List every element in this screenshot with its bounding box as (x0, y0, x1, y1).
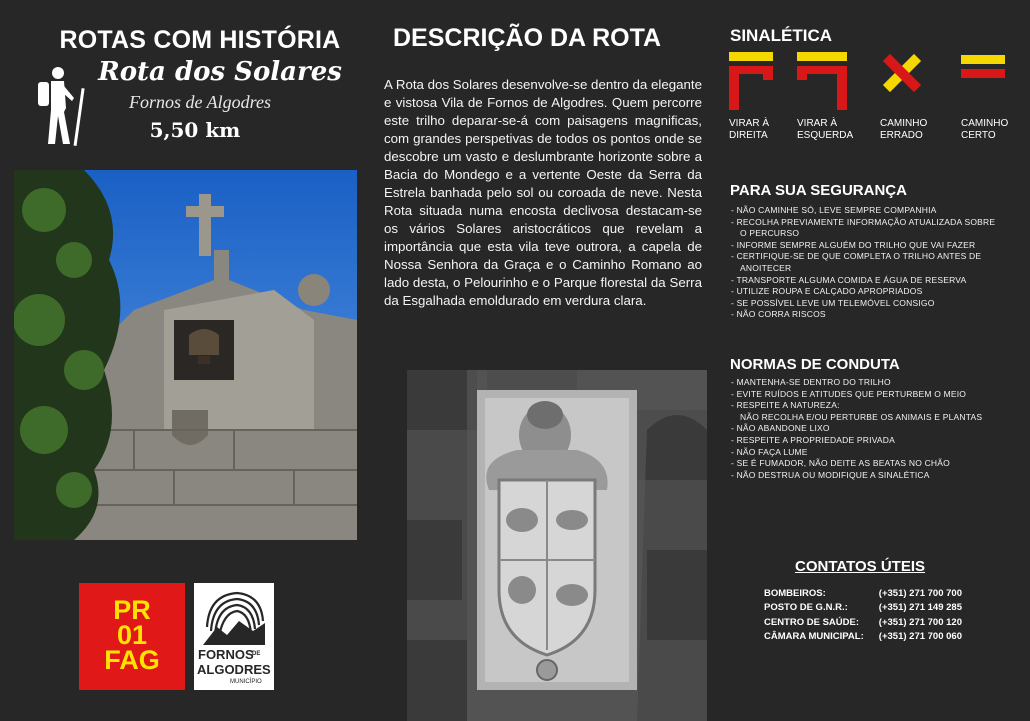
contact-row (764, 601, 962, 615)
list-item: - SE POSSÍVEL LEVE UM TELEMÓVEL CONSIGO (731, 297, 935, 308)
list-item: - NÃO ABANDONE LIXO (731, 423, 830, 434)
contacts-title: CONTATOS ÚTEIS (795, 558, 926, 575)
list-item: - RECOLHA PREVIAMENTE INFORMAÇÃO ATUALIZADA SOBRE (731, 216, 996, 227)
route-name: Rota dos Solares (98, 57, 342, 87)
contact-label: CÂMARA MUNICIPAL: (764, 630, 864, 642)
list-item: - RESPEITE A NATUREZA: (731, 400, 840, 411)
signage-label: CAMINHO CERTO (961, 118, 1009, 141)
list-item: NÃO RECOLHA E/OU PERTURBE OS ANIMAIS E PLANTAS (740, 411, 983, 422)
badge-line-number: 01 (116, 620, 148, 650)
list-item: - NÃO FAÇA LUME (731, 446, 808, 457)
list-item: ANOITECER (740, 262, 792, 273)
contact-phone: (+351) 271 700 120 (878, 616, 962, 628)
description-title: DESCRIÇÃO DA ROTA (393, 24, 662, 52)
contact-row (764, 587, 962, 601)
logo-text-fornos: FORNOS (198, 647, 254, 662)
list-item: - INFORME SEMPRE ALGUÉM DO TRILHO QUE VAI FAZER (731, 239, 976, 250)
contact-row (764, 630, 962, 644)
contacts-list (764, 587, 962, 644)
turn-left-sign-icon (797, 52, 847, 110)
signage-label: VIRAR À DIREITA (729, 118, 770, 141)
wrong-way-sign-icon (880, 52, 924, 110)
contact-phone: (+351) 271 149 285 (878, 602, 962, 614)
municipality-emblem-icon (199, 587, 269, 645)
safety-list (731, 205, 1021, 321)
contact-label: BOMBEIROS: (764, 588, 826, 599)
list-item: - UTILIZE ROUPA E CALÇADO APROPRIADOS (731, 286, 923, 297)
badge-line-code: FAG (104, 645, 160, 675)
signage-label: VIRAR À ESQUERDA (797, 118, 854, 141)
section-header: ROTAS COM HISTÓRIA (59, 26, 341, 54)
signage-wrong-way (880, 52, 960, 142)
signage-right-way (961, 52, 1030, 142)
list-item: - RESPEITE A PROPRIEDADE PRIVADA (731, 434, 896, 445)
route-distance: 5,50 km (149, 118, 241, 142)
list-item: - CERTIFIQUE-SE DE QUE COMPLETA O TRILHO ANTES DE (731, 251, 982, 262)
signage-label: CAMINHO ERRADO (880, 118, 928, 141)
right-way-sign-icon (961, 52, 1005, 110)
signage-turn-left (797, 52, 877, 142)
logo-text-algodres: ALGODRES (197, 662, 271, 677)
list-item: - SE É FUMADOR, NÃO DEITE AS BEATAS NO CHÃO (731, 458, 950, 469)
logo-text-de: DE (252, 651, 261, 657)
list-item: - NÃO DESTRUA OU MODIFIQUE A SINALÉTICA (731, 469, 930, 480)
list-item: - NÃO CAMINHE SÓ, LEVE SEMPRE COMPANHIA (731, 205, 937, 215)
contact-phone: (+351) 271 700 700 (878, 588, 962, 599)
municipality-logo (194, 583, 274, 690)
conduct-list (731, 377, 1021, 481)
route-place: Fornos de Algodres (129, 92, 271, 112)
description-text: A Rota dos Solares desenvolve-se dentro da elegante e vistosa Vila de Fornos de Algodres. Quem percorre este trilho deparar-se-á com paisagens magnificas, com grandes perspetivas de todos os pontos onde se descobre um vasto e deslumbrante horizonte sobre a Bacia do Mondego e a vertente Oeste da Serra da Estrela banhada pelo sol ou coroada de neve. Nesta Rota situada numa encosta declivosa destacam-se os vários Solares aristocráticos que revelam a importância que esta vila teve outrora, a capela de Nossa Senhora da Graça e o Caminho Romano ao lado desta, o Pelourinho e o Parque florestal da Serra da Esgalhada emoldurado em verdura clara. (384, 77, 702, 308)
conduct-title: NORMAS DE CONDUTA (730, 356, 900, 373)
contact-row (764, 616, 962, 630)
list-item: - NÃO CORRA RISCOS (731, 309, 826, 320)
route-code-badge (79, 583, 185, 690)
list-item: - MANTENHA-SE DENTRO DO TRILHO (731, 377, 891, 387)
church-photo (14, 170, 357, 540)
signage-title: SINALÉTICA (730, 26, 832, 45)
logo-text-municipio: MUNICÍPIO (230, 679, 262, 685)
coat-of-arms-photo (407, 370, 707, 721)
list-item: - EVITE RUÍDOS E ATITUDES QUE PERTURBEM O MEIO (731, 388, 967, 399)
safety-title: PARA SUA SEGURANÇA (730, 182, 907, 199)
contact-label: CENTRO DE SAÚDE: (764, 616, 860, 628)
badge-line-pr: PR (113, 595, 151, 625)
list-item: O PERCURSO (740, 228, 800, 239)
list-item: - TRANSPORTE ALGUMA COMIDA E ÁGUA DE RESERVA (731, 274, 967, 285)
contact-phone: (+351) 271 700 060 (878, 630, 962, 642)
turn-right-sign-icon (729, 52, 773, 110)
contact-label: POSTO DE G.N.R.: (764, 602, 848, 614)
